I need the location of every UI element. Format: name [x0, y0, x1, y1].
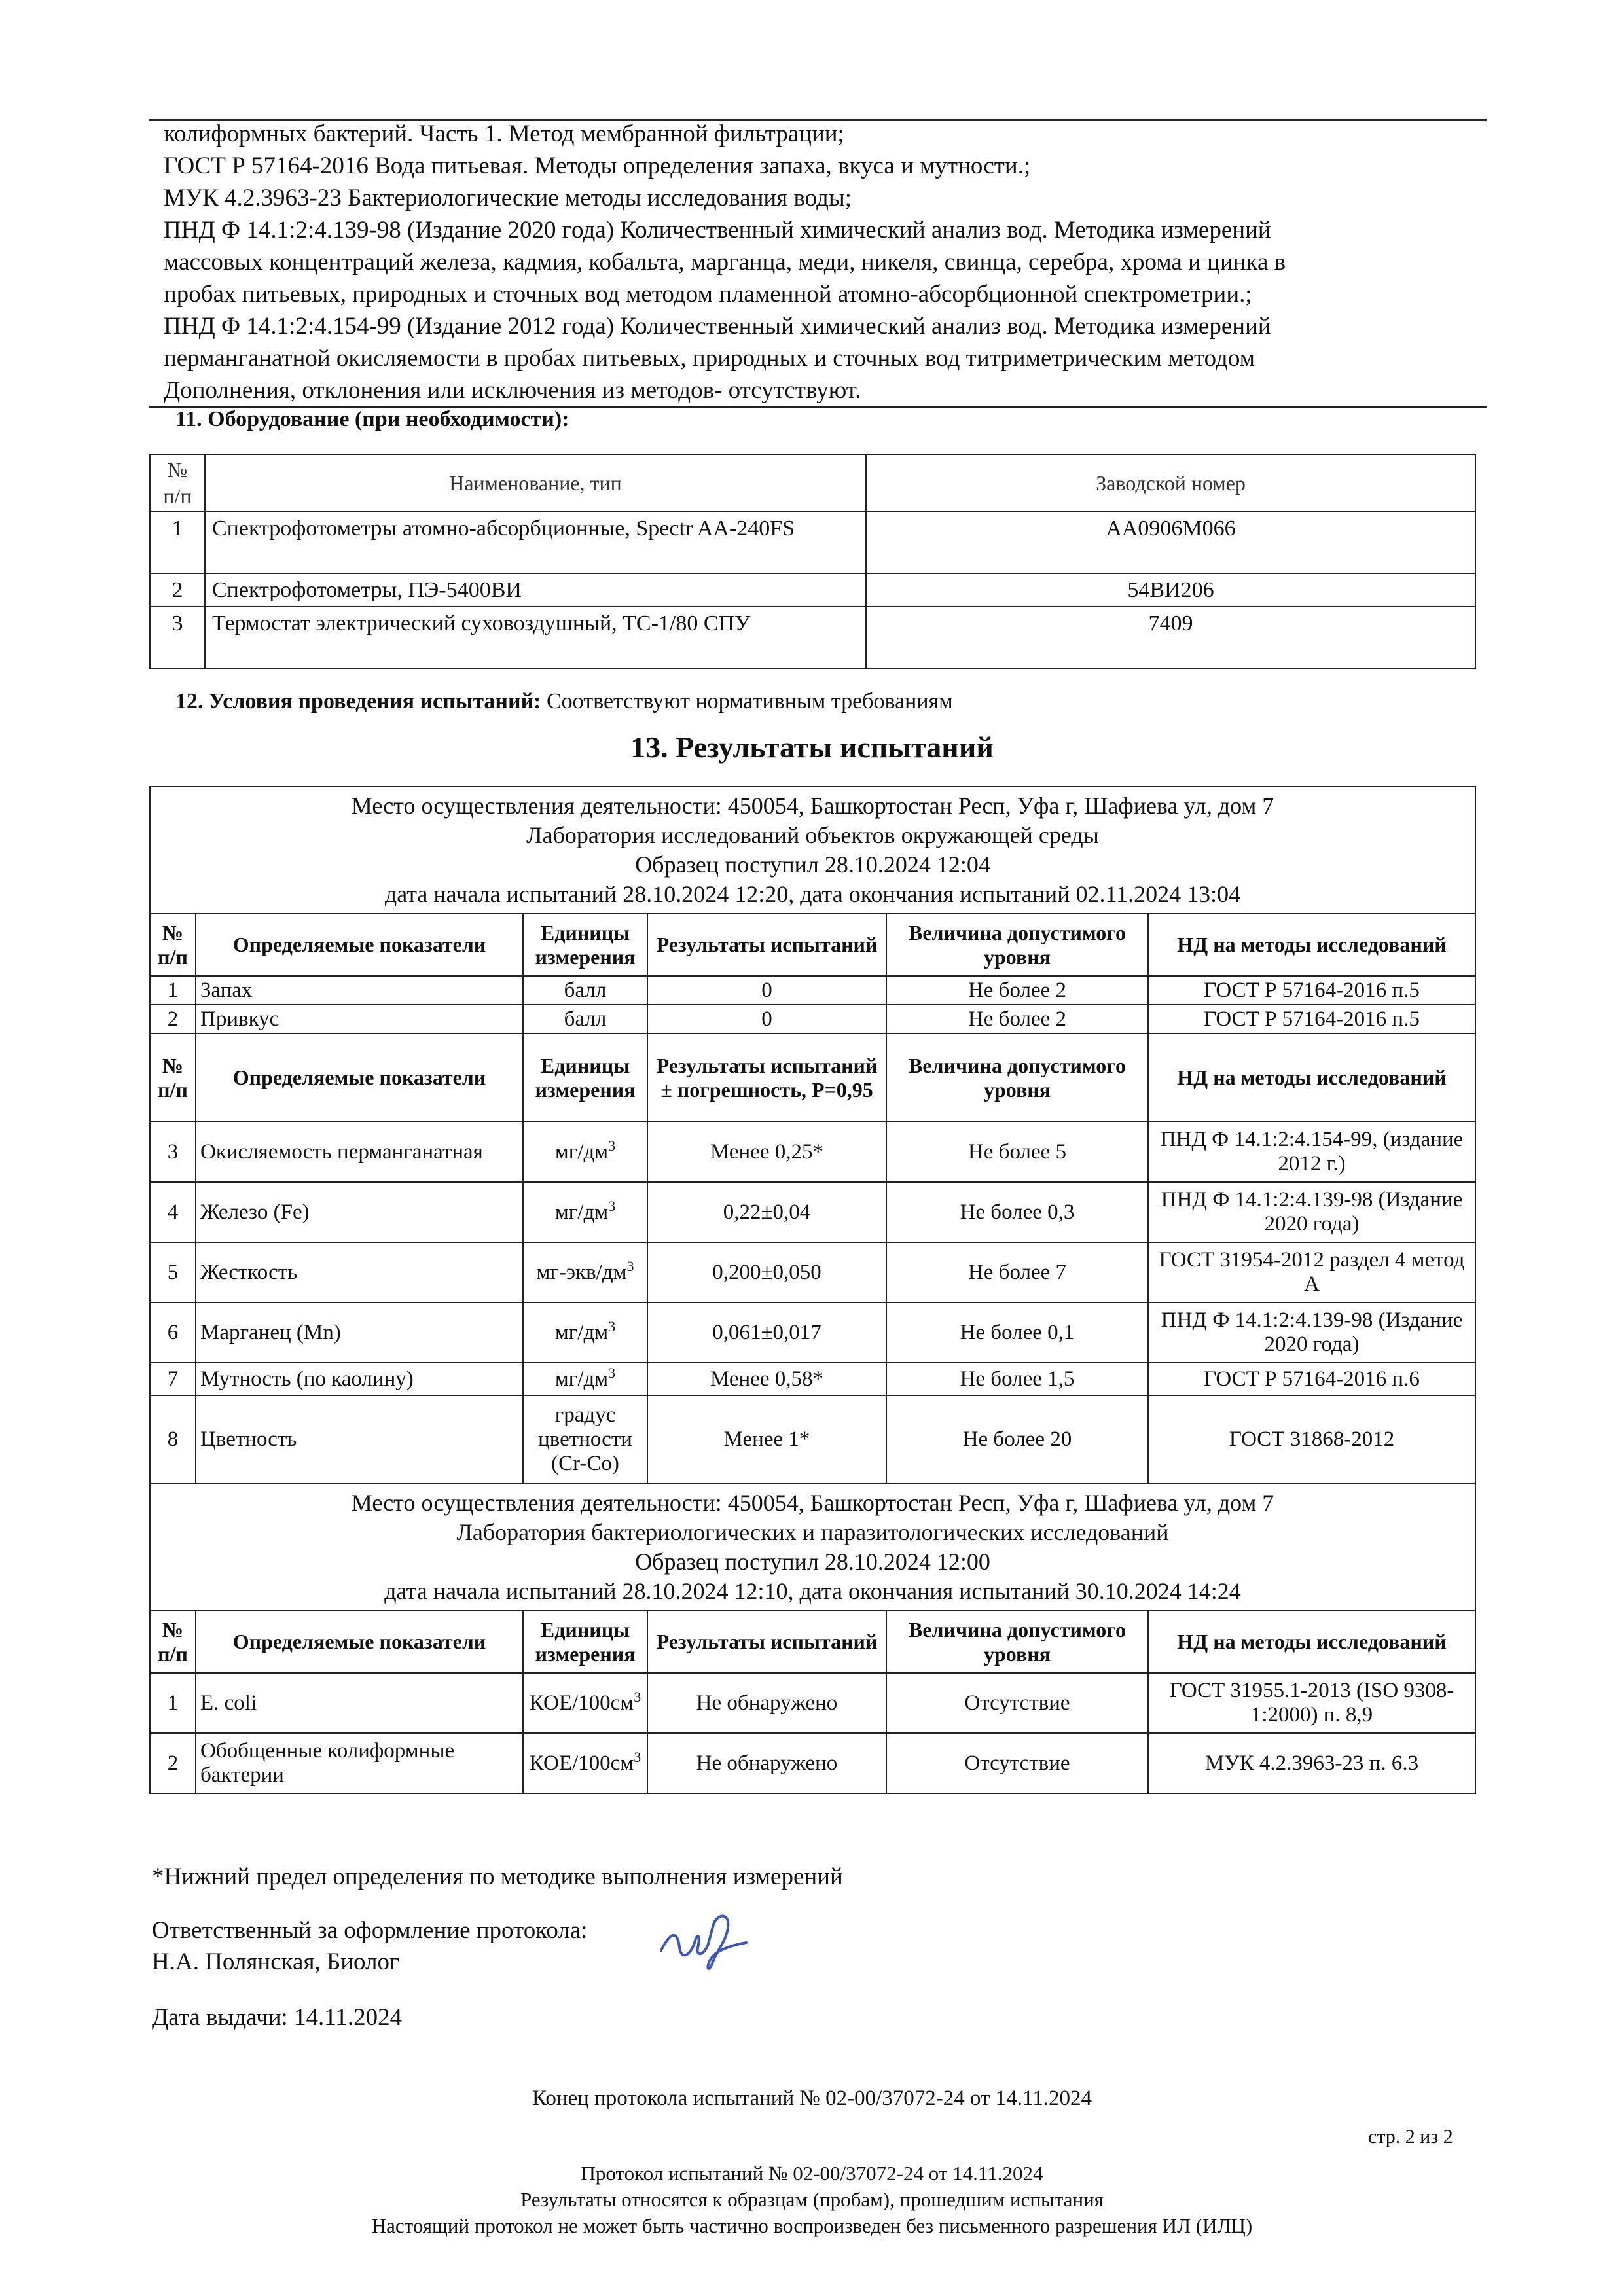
cell-limit: Не более 2 [886, 1005, 1148, 1033]
methods-line: пробах питьевых, природных и сточных вод методом пламенной атомно-абсорбционной спектрометрии.; [164, 281, 1252, 308]
col-header-indicator: Определяемые показатели [196, 1033, 523, 1122]
cell-limit: Не более 20 [886, 1395, 1148, 1484]
cell-serial: 7409 [866, 607, 1475, 668]
cell-num: 2 [150, 1733, 196, 1793]
cell-indicator: Марганец (Mn) [196, 1302, 523, 1363]
methods-line: массовых концентраций железа, кадмия, кобальта, марганца, меди, никеля, свинца, серебра, хрома и цинка в [164, 249, 1286, 276]
cell-indicator: Железо (Fe) [196, 1182, 523, 1242]
col-header-num: № п/п [150, 914, 196, 976]
cell-result: 0 [647, 976, 886, 1005]
table-row [150, 1363, 1475, 1395]
col-header-units: Единицы измерения [523, 914, 647, 976]
cell-result: 0,200±0,050 [647, 1242, 886, 1302]
footer-line: Результаты относятся к образцам (пробам), прошедшим испытания [520, 2188, 1104, 2211]
col-header-num: № п/п [150, 454, 205, 512]
equipment-table [149, 454, 1476, 669]
table-header-row [150, 914, 1475, 976]
col-header-limit: Величина допустимого уровня [886, 1033, 1148, 1122]
table-header-row [150, 1611, 1475, 1673]
cell-limit: Отсутствие [886, 1733, 1148, 1793]
cell-method: ПНД Ф 14.1:2:4.154-99, (издание 2012 г.) [1148, 1122, 1475, 1182]
cell-num: 8 [150, 1395, 196, 1484]
cell-num: 6 [150, 1302, 196, 1363]
results-table [149, 786, 1476, 1794]
block1-info [150, 787, 1475, 914]
units-superscript: 3 [608, 1137, 616, 1154]
cell-num: 3 [150, 607, 205, 668]
methods-line: перманганатной окисляемости в пробах питьевых, природных и сточных вод титриметрическим методом [164, 345, 1255, 372]
cell-units [523, 1122, 647, 1182]
responsible-name: Н.А. Полянская, Биолог [152, 1948, 400, 1975]
protocol-end: Конец протокола испытаний № 02-00/37072-24 от 14.11.2024 [532, 2087, 1092, 2110]
col-header-num: № п/п [150, 1033, 196, 1122]
table-row [150, 1122, 1475, 1182]
table-row [150, 512, 1475, 573]
cell-units: балл [523, 1005, 647, 1033]
sample-received: Образец поступил 28.10.2024 12:04 [635, 852, 990, 878]
cell-units [523, 1302, 647, 1363]
cell-result: 0,22±0,04 [647, 1182, 886, 1242]
table-row [150, 1673, 1475, 1733]
cell-num: 1 [150, 976, 196, 1005]
cell-units: балл [523, 976, 647, 1005]
col-header-result: Результаты испытаний [647, 1611, 886, 1673]
methods-line: ПНД Ф 14.1:2:4.154-99 (Издание 2012 года) Количественный химический анализ вод. Методика измерений [164, 313, 1271, 340]
cell-num: 5 [150, 1242, 196, 1302]
cell-units [523, 1242, 647, 1302]
table-row [150, 1242, 1475, 1302]
cell-units [523, 1182, 647, 1242]
cell-result: Не обнаружено [647, 1733, 886, 1793]
units-superscript: 3 [634, 1748, 641, 1765]
cell-limit: Не более 0,3 [886, 1182, 1148, 1242]
signature [655, 1905, 753, 1977]
col-header-limit: Величина допустимого уровня [886, 1611, 1148, 1673]
units-text: мг/дм [554, 1200, 609, 1224]
table-row [150, 607, 1475, 668]
table-row [150, 1395, 1475, 1484]
lab-name: Лаборатория бактериологических и паразитологических исследований [456, 1519, 1169, 1545]
block2-info [150, 1484, 1475, 1611]
units-text: мг-экв/дм [536, 1260, 627, 1284]
col-header-indicator: Определяемые показатели [196, 1611, 523, 1673]
cell-num: 3 [150, 1122, 196, 1182]
cell-method: ГОСТ 31868-2012 [1148, 1395, 1475, 1484]
cell-serial: 54ВИ206 [866, 573, 1475, 607]
cell-method: ГОСТ Р 57164-2016 п.5 [1148, 1005, 1475, 1033]
conditions-line [175, 689, 953, 714]
cell-method: ГОСТ 31954-2012 раздел 4 метод А [1148, 1242, 1475, 1302]
cell-limit: Не более 1,5 [886, 1363, 1148, 1395]
cell-units: градус цветности (Cr-Co) [523, 1395, 647, 1484]
cell-result: Менее 0,25* [647, 1122, 886, 1182]
cell-indicator: Обобщенные колиформные бактерии [196, 1733, 523, 1793]
place-text: Место осуществления деятельности: 450054, Башкортостан Респ, Уфа г, Шафиева ул, дом 7 [351, 793, 1274, 819]
lab-name: Лаборатория исследований объектов окружающей среды [526, 822, 1099, 848]
cell-method: ПНД Ф 14.1:2:4.139-98 (Издание 2020 года) [1148, 1182, 1475, 1242]
units-superscript: 3 [608, 1364, 616, 1381]
signature-icon [655, 1905, 753, 1977]
cell-result: Менее 1* [647, 1395, 886, 1484]
col-header-serial: Заводской номер [866, 454, 1475, 512]
cell-limit: Не более 2 [886, 976, 1148, 1005]
conditions-value: Соответствуют нормативным требованиям [541, 689, 953, 713]
table-row [150, 1005, 1475, 1033]
equipment-title: 11. Оборудование (при необходимости): [175, 407, 569, 431]
col-header-num: № п/п [150, 1611, 196, 1673]
units-text: мг/дм [554, 1139, 609, 1164]
cell-result: Менее 0,58* [647, 1363, 886, 1395]
cell-method: МУК 4.2.3963-23 п. 6.3 [1148, 1733, 1475, 1793]
col-header-limit: Величина допустимого уровня [886, 914, 1148, 976]
units-text: мг/дм [554, 1320, 609, 1344]
cell-name: Спектрофотометры атомно-абсорбционные, Spectr AA-240FS [205, 512, 866, 573]
units-text: КОЕ/100см [529, 1751, 634, 1775]
units-text: мг/дм [554, 1367, 609, 1391]
table-row [150, 1182, 1475, 1242]
cell-num: 1 [150, 1673, 196, 1733]
cell-method: ГОСТ Р 57164-2016 п.6 [1148, 1363, 1475, 1395]
results-title: 13. Результаты испытаний [630, 730, 994, 764]
cell-method: ГОСТ 31955.1-2013 (ISO 9308-1:2000) п. 8,9 [1148, 1673, 1475, 1733]
footnote: *Нижний предел определения по методике выполнения измерений [152, 1863, 843, 1890]
methods-line: Дополнения, отклонения или исключения из методов- отсутствуют. [164, 377, 861, 404]
methods-line: ГОСТ Р 57164-2016 Вода питьевая. Методы определения запаха, вкуса и мутности.; [164, 152, 1031, 179]
cell-indicator: Запах [196, 976, 523, 1005]
table-header-row [150, 1033, 1475, 1122]
cell-units [523, 1733, 647, 1793]
cell-result: 0 [647, 1005, 886, 1033]
col-header-result: Результаты испытаний [647, 914, 886, 976]
cell-num: 2 [150, 1005, 196, 1033]
cell-indicator: Привкус [196, 1005, 523, 1033]
cell-name: Термостат электрический суховоздушный, ТС-1/80 СПУ [205, 607, 866, 668]
cell-indicator: Жесткость [196, 1242, 523, 1302]
issue-date: Дата выдачи: 14.11.2024 [152, 2004, 403, 2031]
cell-num: 2 [150, 573, 205, 607]
units-superscript: 3 [634, 1688, 641, 1705]
cell-indicator: E. coli [196, 1673, 523, 1733]
cell-num: 4 [150, 1182, 196, 1242]
units-superscript: 3 [626, 1257, 634, 1274]
cell-method: ГОСТ Р 57164-2016 п.5 [1148, 976, 1475, 1005]
cell-limit: Не более 5 [886, 1122, 1148, 1182]
cell-limit: Отсутствие [886, 1673, 1148, 1733]
table-header-row [150, 454, 1475, 512]
cell-num: 1 [150, 512, 205, 573]
cell-method: ПНД Ф 14.1:2:4.139-98 (Издание 2020 года) [1148, 1302, 1475, 1363]
cell-limit: Не более 7 [886, 1242, 1148, 1302]
units-superscript: 3 [608, 1318, 616, 1335]
test-dates: дата начала испытаний 28.10.2024 12:20, дата окончания испытаний 02.11.2024 13:04 [384, 881, 1241, 907]
methods-line: колиформных бактерий. Часть 1. Метод мембранной фильтрации; [164, 120, 844, 147]
col-header-method: НД на методы исследований [1148, 1611, 1475, 1673]
units-text: КОЕ/100см [529, 1691, 634, 1715]
table-row [150, 573, 1475, 607]
col-header-indicator: Определяемые показатели [196, 914, 523, 976]
methods-line: ПНД Ф 14.1:2:4.139-98 (Издание 2020 года) Количественный химический анализ вод. Методика измерений [164, 217, 1271, 243]
cell-units [523, 1363, 647, 1395]
cell-num: 7 [150, 1363, 196, 1395]
units-superscript: 3 [608, 1197, 616, 1214]
cell-serial: АА0906М066 [866, 512, 1475, 573]
table-row [150, 976, 1475, 1005]
cell-result: 0,061±0,017 [647, 1302, 886, 1363]
col-header-units: Единицы измерения [523, 1611, 647, 1673]
cell-name: Спектрофотометры, ПЭ-5400ВИ [205, 573, 866, 607]
table-row [150, 1302, 1475, 1363]
table-row [150, 1733, 1475, 1793]
methods-list [164, 118, 1473, 406]
cell-indicator: Цветность [196, 1395, 523, 1484]
conditions-label: 12. Условия проведения испытаний: [175, 689, 541, 713]
place-text: Место осуществления деятельности: 450054, Башкортостан Респ, Уфа г, Шафиева ул, дом 7 [351, 1490, 1274, 1516]
page-number: стр. 2 из 2 [1368, 2126, 1453, 2147]
cell-units [523, 1673, 647, 1733]
methods-line: МУК 4.2.3963-23 Бактериологические методы исследования воды; [164, 185, 852, 211]
sample-received: Образец поступил 28.10.2024 12:00 [635, 1549, 990, 1575]
test-dates: дата начала испытаний 28.10.2024 12:10, дата окончания испытаний 30.10.2024 14:24 [384, 1578, 1241, 1604]
col-header-method: НД на методы исследований [1148, 914, 1475, 976]
cell-limit: Не более 0,1 [886, 1302, 1148, 1363]
cell-result: Не обнаружено [647, 1673, 886, 1733]
col-header-result-error: Результаты испытаний ± погрешность, Р=0,95 [647, 1033, 886, 1122]
footer-line: Настоящий протокол не может быть частично воспроизведен без письменного разрешения ИЛ (ИЛЦ) [371, 2214, 1253, 2237]
cell-indicator: Окисляемость перманганатная [196, 1122, 523, 1182]
col-header-units: Единицы измерения [523, 1033, 647, 1122]
col-header-method: НД на методы исследований [1148, 1033, 1475, 1122]
block2-info-row [150, 1484, 1475, 1611]
col-header-name: Наименование, тип [205, 454, 866, 512]
block1-info-row [150, 787, 1475, 914]
responsible-label: Ответственный за оформление протокола: [152, 1917, 588, 1944]
cell-indicator: Мутность (по каолину) [196, 1363, 523, 1395]
footer-line: Протокол испытаний № 02-00/37072-24 от 14.11.2024 [581, 2162, 1043, 2185]
